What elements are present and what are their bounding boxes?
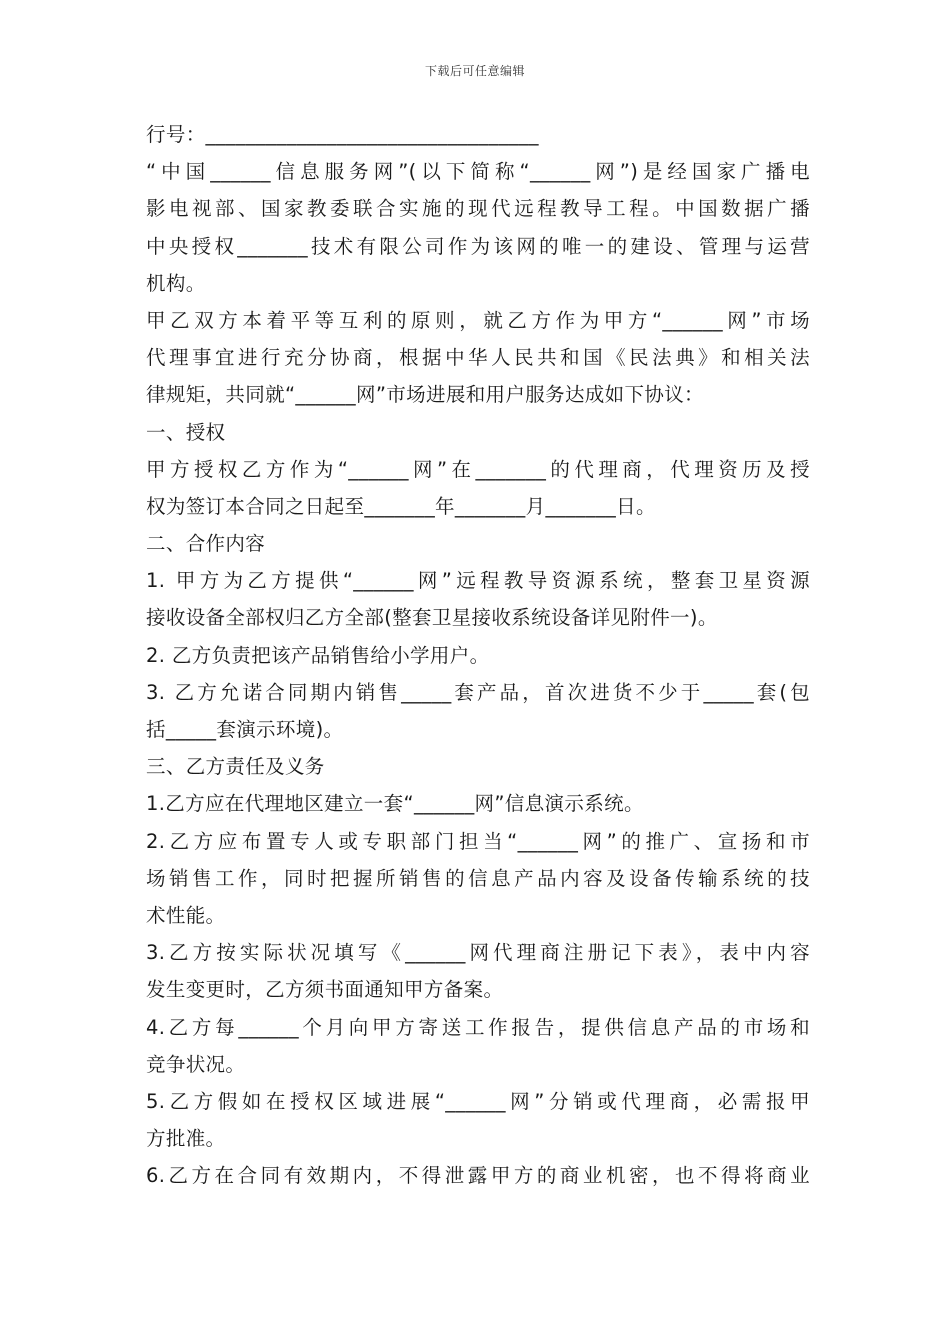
document-line: 1.乙方应在代理地区建立一套“______网”信息演示系统。 <box>146 792 644 816</box>
document-line: 发生变更时，乙方须书面通知甲方备案。 <box>146 978 504 1002</box>
document-line: “中国______信息服务网”(以下简称“______网”)是经国家广播电 <box>146 160 810 184</box>
document-line: 代理事宜进行充分协商，根据中华人民共和国《民法典》和相关法 <box>146 346 810 370</box>
document-line: 6.乙方在合同有效期内，不得泄露甲方的商业机密，也不得将商业 <box>146 1164 810 1188</box>
document-line: 律规矩，共同就“______网”市场进展和用户服务达成如下协议： <box>146 383 704 407</box>
document-line: 场销售工作，同时把握所销售的信息产品内容及设备传输系统的技 <box>146 866 810 890</box>
document-line: 二、合作内容 <box>146 532 266 556</box>
document-line: 术性能。 <box>146 903 226 927</box>
document-line: 权为签订本合同之日起至_______年_______月_______日。 <box>146 494 656 518</box>
document-line: 括_____套演示环境)。 <box>146 718 344 741</box>
document-line: 1. 甲方为乙方提供“______网”远程教导资源系统，整套卫星资源 <box>146 569 810 593</box>
document-line: 3. 乙方允诺合同期内销售_____套产品，首次进货不少于_____套(包 <box>146 680 810 704</box>
page-header-note: 下载后可任意编辑 <box>424 64 525 78</box>
document-line: 甲方授权乙方作为“______网”在_______的代理商，代理资历及授 <box>146 457 810 481</box>
document-line: 机构。 <box>146 271 206 295</box>
document-line: 甲乙双方本着平等互利的原则，就乙方作为甲方“______网”市场 <box>146 308 810 332</box>
document-line: 一、授权 <box>146 420 226 444</box>
document-line: 接收设备全部权归乙方全部(整套卫星接收系统设备详见附件一)。 <box>146 606 718 630</box>
document-line: 4.乙方每______个月向甲方寄送工作报告，提供信息产品的市场和 <box>146 1015 810 1039</box>
document-line: 2.乙方应布置专人或专职部门担当“______网”的推广、宣扬和市 <box>146 829 810 853</box>
document-line: 5.乙方假如在授权区域进展“______网”分销或代理商，必需报甲 <box>146 1089 810 1113</box>
document-line: 影电视部、国家教委联合实施的现代远程教导工程。中国数据广播 <box>146 197 810 221</box>
document-line: 2. 乙方负责把该产品销售给小学用户。 <box>146 643 490 667</box>
document-line: 行号：_________________________________ <box>146 123 539 146</box>
document-line: 中央授权_______技术有限公司作为该网的唯一的建设、管理与运营 <box>146 234 810 258</box>
document-line: 方批准。 <box>146 1127 226 1151</box>
document-line: 三、乙方责任及义务 <box>146 755 325 779</box>
document-line: 竞争状况。 <box>146 1052 246 1076</box>
document-line: 3.乙方按实际状况填写《______网代理商注册记下表》，表中内容 <box>146 941 810 965</box>
document-body <box>146 116 810 1194</box>
